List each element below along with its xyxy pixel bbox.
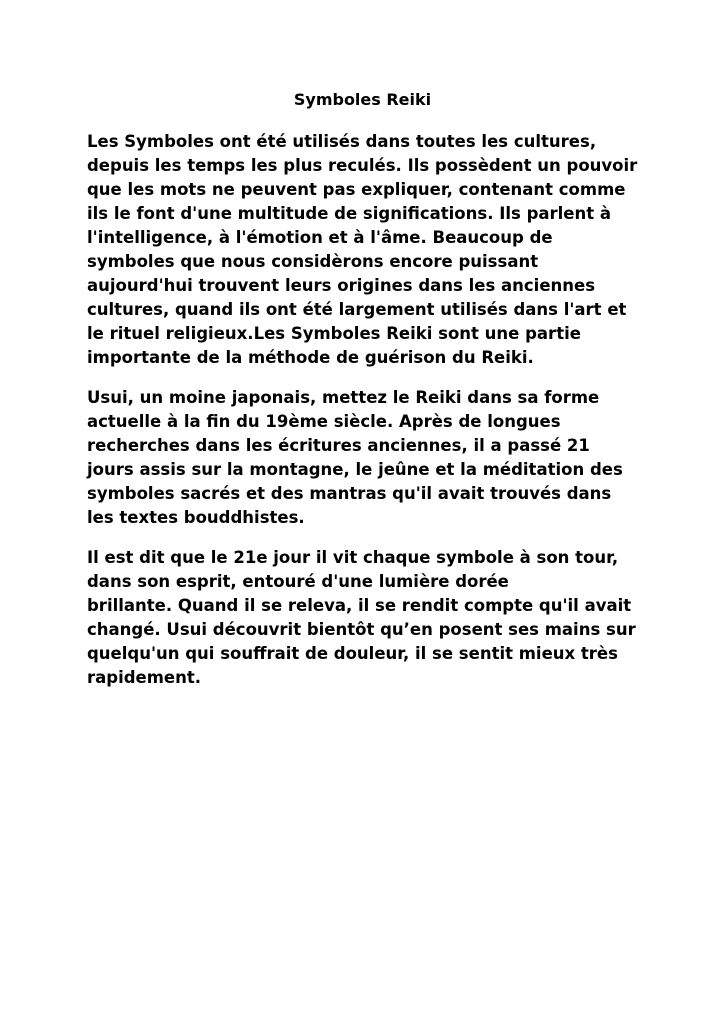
- paragraph-2-line: actuelle à la fin du 19ème siècle. Après de longues: [87, 412, 561, 431]
- document-title: Symboles Reiki: [293, 90, 432, 109]
- paragraph-2-line: Usui, un moine japonais, mettez le Reiki dans sa forme: [87, 388, 600, 407]
- paragraph-1-line: Les Symboles ont été utilisés dans toutes les cultures,: [87, 132, 597, 151]
- paragraph-1-line: ils le font d'une multitude de significations. Ils parlent à: [87, 204, 612, 223]
- paragraph-3-line: quelqu'un qui souffrait de douleur, il se sentit mieux très: [87, 644, 618, 663]
- paragraph-1-line: cultures, quand ils ont été largement utilisés dans l'art et: [87, 300, 627, 319]
- paragraph-3-line: rapidement.: [87, 668, 202, 687]
- paragraph-1-line: l'intelligence, à l'émotion et à l'âme. Beaucoup de: [87, 228, 553, 247]
- paragraph-2-line: les textes bouddhistes.: [87, 508, 305, 527]
- paragraph-2-line: jours assis sur la montagne, le jeûne et la méditation des: [87, 460, 623, 479]
- paragraph-1-line: symboles que nous considèrons encore puissant: [87, 252, 539, 271]
- paragraph-1-line: que les mots ne peuvent pas expliquer, contenant comme: [87, 180, 626, 199]
- paragraph-3-line: dans son esprit, entouré d'une lumière dorée: [87, 572, 509, 591]
- paragraph-1-line: le rituel religieux.Les Symboles Reiki sont une partie: [87, 324, 581, 343]
- paragraph-1-line: aujourd'hui trouvent leurs origines dans les anciennes: [87, 276, 596, 295]
- paragraph-2-line: symboles sacrés et des mantras qu'il avait trouvés dans: [87, 484, 612, 503]
- paragraph-3-line: brillante. Quand il se releva, il se rendit compte qu'il avait: [87, 596, 632, 615]
- paragraph-1-line: importante de la méthode de guérison du Reiki.: [87, 348, 534, 367]
- paragraph-3-line: Il est dit que le 21e jour il vit chaque symbole à son tour,: [87, 548, 619, 567]
- paragraph-2-line: recherches dans les écritures anciennes, il a passé 21: [87, 436, 590, 455]
- paragraph-3-line: changé. Usui découvrit bientôt qu’en posent ses mains sur: [87, 620, 636, 639]
- paragraph-1-line: depuis les temps les plus reculés. Ils possèdent un pouvoir: [87, 156, 638, 175]
